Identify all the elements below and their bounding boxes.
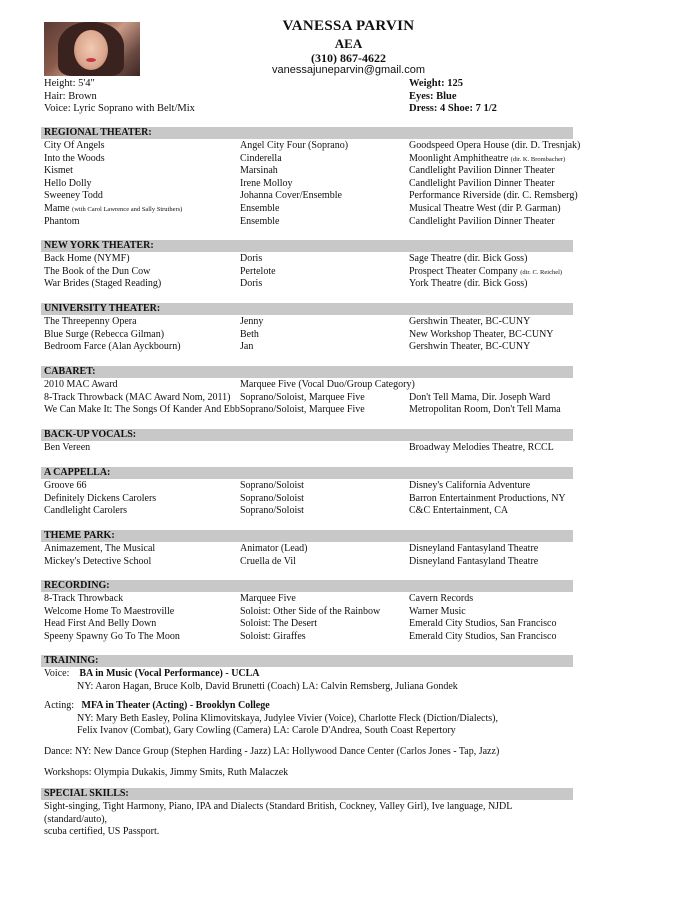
section-title: A CAPPELLA: bbox=[41, 467, 573, 479]
section-title: CABARET: bbox=[41, 366, 573, 378]
credit-role: Soprano/Soloist bbox=[240, 480, 304, 491]
credit-venue: New Workshop Theater, BC-CUNY bbox=[409, 328, 554, 340]
credit-venue: Goodspeed Opera House (dir. D. Tresnjak) bbox=[409, 140, 581, 151]
credit-title: 2010 MAC Award bbox=[44, 379, 118, 390]
credit-role: Jan bbox=[240, 341, 254, 353]
performer-name: VANESSA PARVIN bbox=[282, 18, 415, 34]
credit-row bbox=[41, 556, 573, 569]
credit-role: Cruella de Vil bbox=[240, 555, 296, 567]
credit-role: Soprano/Soloist bbox=[240, 505, 304, 517]
credit-director: (dir. C. Reichel) bbox=[520, 268, 563, 276]
training-voice-degree: BA in Music (Vocal Performance) - UCLA bbox=[79, 668, 260, 679]
credit-row bbox=[41, 379, 573, 392]
credit-venue: Don't Tell Mama, Dir. Joseph Ward bbox=[409, 391, 551, 403]
credit-title: Bedroom Farce (Alan Ayckbourn) bbox=[44, 341, 181, 353]
training-voice-label: Voice: bbox=[44, 668, 70, 679]
credit-title: Blue Surge (Rebecca Gilman) bbox=[44, 328, 165, 340]
section-theme-park bbox=[41, 530, 573, 568]
stat-voice: Voice: Lyric Soprano with Belt/Mix bbox=[44, 103, 195, 115]
credit-role: Johanna Cover/Ensemble bbox=[240, 190, 342, 202]
credit-role: Soprano/Soloist, Marquee Five bbox=[240, 391, 365, 403]
credit-director: (dir. K. Brombacher) bbox=[510, 155, 566, 163]
credit-venue: Metropolitan Room, Don't Tell Mama bbox=[409, 404, 561, 416]
credit-title: Mame (with Carol Lawrence and Sally Struthers) bbox=[44, 202, 183, 214]
credit-role: Marsinah bbox=[240, 165, 278, 177]
credit-role: Ensemble bbox=[240, 215, 280, 227]
credit-title: 8-Track Throwback bbox=[44, 593, 124, 604]
credit-row bbox=[41, 606, 573, 619]
training-acting-teachers-2: Felix Ivanov (Combat), Gary Cowling (Camera) LA: Carole D'Andrea, South Coast Repertory bbox=[77, 725, 456, 737]
training-acting-degree: MFA in Theater (Acting) - Brooklyn College bbox=[81, 700, 270, 712]
credit-role: Animator (Lead) bbox=[240, 543, 308, 554]
credit-row bbox=[41, 140, 581, 153]
credit-note: (with Carol Lawrence and Sally Struthers) bbox=[72, 205, 183, 213]
credit-venue: Disneyland Fantasyland Theatre bbox=[409, 543, 539, 554]
credit-venue: Cavern Records bbox=[409, 593, 474, 604]
section-recording bbox=[41, 580, 573, 643]
credit-title: 8-Track Throwback (MAC Award Nom, 2011) bbox=[44, 391, 231, 403]
credit-venue: Musical Theatre West (dir P. Garman) bbox=[409, 202, 561, 214]
section-training bbox=[41, 655, 573, 779]
credit-role: Marquee Five bbox=[240, 593, 296, 604]
union-affiliation: AEA bbox=[334, 36, 363, 51]
credit-row bbox=[41, 404, 573, 417]
credit-venue: Barron Entertainment Productions, NY bbox=[409, 492, 566, 504]
section-title: UNIVERSITY THEATER: bbox=[41, 303, 573, 315]
training-workshops: Workshops: Olympia Dukakis, Jimmy Smits, Ruth Malaczek bbox=[44, 766, 289, 778]
section-title: REGIONAL THEATER: bbox=[41, 127, 573, 139]
credit-role: Beth bbox=[240, 328, 259, 340]
credit-row bbox=[41, 329, 573, 342]
credit-title: Into the Woods bbox=[44, 152, 105, 164]
credit-row bbox=[41, 480, 573, 493]
credit-row bbox=[41, 253, 573, 266]
credit-title: City Of Angels bbox=[44, 140, 105, 151]
credit-row bbox=[41, 316, 573, 329]
credit-row bbox=[41, 392, 573, 405]
credit-venue: Gershwin Theater, BC-CUNY bbox=[409, 316, 531, 327]
credit-role: Jenny bbox=[240, 316, 264, 327]
credit-venue: Candlelight Pavilion Dinner Theater bbox=[409, 215, 555, 227]
credit-title: The Book of the Dun Cow bbox=[44, 265, 151, 277]
training-dance: Dance: NY: New Dance Group (Stephen Harding - Jazz) LA: Hollywood Dance Center (Carlos Jones - Tap, Jazz) bbox=[44, 745, 500, 757]
credit-role: Soprano/Soloist, Marquee Five bbox=[240, 404, 365, 416]
credit-role: Pertelote bbox=[240, 265, 276, 277]
credit-venue: Disneyland Fantasyland Theatre bbox=[409, 555, 539, 567]
credit-role: Soprano/Soloist bbox=[240, 492, 304, 504]
credit-row bbox=[41, 165, 573, 178]
credit-role: Irene Molloy bbox=[240, 177, 293, 189]
skills-line-1: Sight-singing, Tight Harmony, Piano, IPA and Dialects (Standard British, Cockney, Valley Girl), Ive language, NJDL (standard/auto), bbox=[44, 801, 513, 825]
stat-height: Height: 5'4" bbox=[44, 78, 95, 89]
section-a-cappella bbox=[41, 467, 573, 518]
credit-role: Doris bbox=[240, 278, 263, 290]
credit-title: Phantom bbox=[44, 215, 80, 227]
credit-title: Head First And Belly Down bbox=[44, 618, 157, 630]
credit-venue: Disney's California Adventure bbox=[409, 480, 531, 491]
credit-title: Mickey's Detective School bbox=[44, 555, 152, 567]
credit-row bbox=[41, 618, 573, 631]
section-cabaret bbox=[41, 366, 573, 417]
credit-role: Angel City Four (Soprano) bbox=[240, 140, 349, 151]
stat-eyes: Eyes: Blue bbox=[409, 90, 457, 102]
credit-venue: York Theatre (dir. Bick Goss) bbox=[409, 278, 528, 290]
credit-venue: Moonlight Amphitheatre (dir. K. Brombacher) bbox=[409, 152, 566, 164]
training-acting-teachers-1: NY: Mary Beth Easley, Polina Klimovitskaya, Judylee Vivier (Voice), Charlotte Fleck (Diction/Dialects), bbox=[77, 712, 498, 724]
credit-role: Soloist: Giraffes bbox=[240, 630, 306, 642]
credit-row bbox=[41, 493, 573, 506]
section-title: NEW YORK THEATER: bbox=[41, 240, 573, 252]
email-address: vanessajuneparvin@gmail.com bbox=[271, 64, 426, 76]
credit-row bbox=[41, 278, 573, 291]
skills-line-2: scuba certified, US Passport. bbox=[44, 826, 160, 838]
credit-title: Definitely Dickens Carolers bbox=[44, 492, 157, 504]
phone-number: (310) 867-4622 bbox=[311, 51, 386, 65]
credit-venue: Gershwin Theater, BC-CUNY bbox=[409, 341, 531, 353]
credit-title: We Can Make It: The Songs Of Kander And Ebb bbox=[44, 404, 240, 416]
stat-hair: Hair: Brown bbox=[44, 90, 97, 102]
section-university bbox=[41, 303, 573, 354]
credit-row bbox=[41, 266, 573, 279]
credit-title: Back Home (NYMF) bbox=[44, 253, 130, 264]
credit-row bbox=[41, 178, 573, 191]
training-voice-teachers: NY: Aaron Hagan, Bruce Kolb, David Brunetti (Coach) LA: Calvin Remsberg, Juliana Gondek bbox=[77, 680, 458, 692]
credit-venue: Performance Riverside (dir. C. Remsberg) bbox=[409, 190, 578, 202]
credit-title: The Threepenny Opera bbox=[44, 316, 137, 327]
section-backup-vocals bbox=[41, 429, 573, 455]
section-title: THEME PARK: bbox=[41, 530, 573, 542]
credit-title: Ben Vereen bbox=[44, 442, 91, 453]
training-acting-label: Acting: bbox=[44, 700, 74, 712]
section-regional bbox=[41, 127, 581, 228]
credit-row bbox=[41, 543, 573, 556]
credit-title: Sweeney Todd bbox=[44, 190, 103, 202]
credit-row bbox=[41, 341, 573, 354]
credit-row bbox=[41, 190, 578, 203]
credit-role: Doris bbox=[240, 253, 263, 264]
physical-stats bbox=[44, 78, 604, 116]
credit-row bbox=[41, 505, 573, 518]
credit-venue: Emerald City Studios, San Francisco bbox=[409, 630, 557, 642]
credit-title: Welcome Home To Maestroville bbox=[44, 605, 175, 617]
section-title: TRAINING: bbox=[41, 655, 573, 667]
credit-row bbox=[41, 216, 573, 229]
stat-weight: Weight: 125 bbox=[409, 78, 463, 89]
credit-venue: Candlelight Pavilion Dinner Theater bbox=[409, 165, 555, 177]
credit-venue: Warner Music bbox=[409, 605, 466, 617]
credit-venue: Candlelight Pavilion Dinner Theater bbox=[409, 177, 555, 189]
credit-row bbox=[41, 203, 573, 216]
credit-role: Soloist: Other Side of the Rainbow bbox=[240, 605, 381, 617]
credit-role: Marquee Five (Vocal Duo/Group Category) bbox=[240, 379, 415, 390]
credit-title: Kismet bbox=[44, 165, 73, 177]
credit-role: Soloist: The Desert bbox=[240, 618, 318, 630]
credit-title: War Brides (Staged Reading) bbox=[44, 278, 162, 290]
credit-row bbox=[41, 631, 573, 644]
section-title: RECORDING: bbox=[41, 580, 573, 592]
section-title: SPECIAL SKILLS: bbox=[41, 788, 573, 800]
credit-venue: Broadway Melodies Theatre, RCCL bbox=[409, 442, 554, 453]
credit-row bbox=[41, 442, 573, 455]
credit-row bbox=[41, 593, 573, 606]
credit-title: Groove 66 bbox=[44, 480, 87, 491]
credit-role: Ensemble bbox=[240, 202, 280, 214]
section-new-york bbox=[41, 240, 573, 291]
stat-sizes: Dress: 4 Shoe: 7 1/2 bbox=[409, 103, 497, 115]
credit-role: Cinderella bbox=[240, 152, 282, 164]
credit-venue: Sage Theatre (dir. Bick Goss) bbox=[409, 253, 528, 264]
credit-title: Hello Dolly bbox=[44, 177, 92, 189]
section-title: BACK-UP VOCALS: bbox=[41, 429, 573, 441]
credit-venue: Emerald City Studios, San Francisco bbox=[409, 618, 557, 630]
credit-row bbox=[41, 153, 573, 166]
credit-title: Animazement, The Musical bbox=[44, 543, 156, 554]
section-special-skills bbox=[41, 788, 573, 839]
credit-title: Speeny Spawny Go To The Moon bbox=[44, 630, 180, 642]
credit-title: Candlelight Carolers bbox=[44, 505, 128, 517]
credit-venue: Prospect Theater Company (dir. C. Reichel) bbox=[409, 265, 563, 277]
credit-venue: C&C Entertainment, CA bbox=[409, 505, 509, 517]
